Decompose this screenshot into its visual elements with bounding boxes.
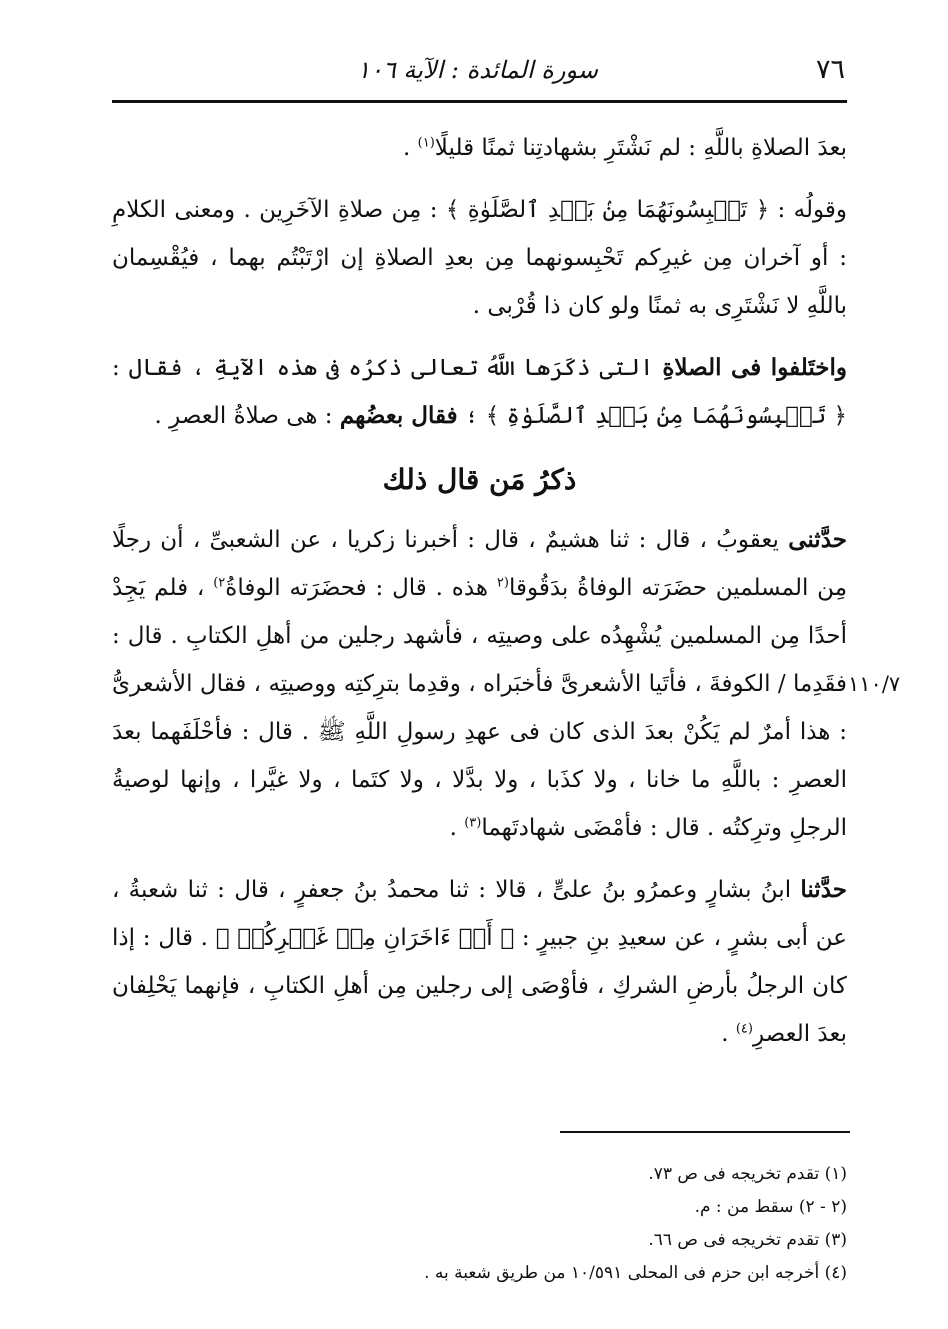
paragraph-4 <box>112 516 847 852</box>
footnotes <box>112 1158 847 1290</box>
footnote-ref-3[interactable]: (٣) <box>464 815 482 831</box>
paragraph-3-text-c: : هى صلاةُ العصرِ . <box>154 403 340 429</box>
paragraph-3-text-a: التى ذكَرَها اللَّهُ تعالى ذكرُه فى هذه الآيةِ ، فقال : <box>112 355 663 381</box>
footnote-1: (١) تقدم تخريجه فى ص ٧٣. <box>648 1164 847 1184</box>
main-text <box>112 124 847 1058</box>
quran-quote: ﴿ أَوۡ ءَاخَرَانِ مِنۡ غَيۡرِكُمۡ ﴾ <box>215 925 515 951</box>
quran-quote: ﴿ تَحۡبِسُونَهُمَا مِنۢ بَعۡدِ ٱلصَّلَوٰةِ ﴾ <box>445 197 770 223</box>
bold-phrase: فقال بعضُهم <box>339 402 458 429</box>
margin-reference: ١١٠/٧ <box>848 672 901 696</box>
page-number: ٧٦ <box>815 54 845 85</box>
footnote-ref-4[interactable]: (٤) <box>735 1021 753 1037</box>
paragraph-1-text: بعدَ الصلاةِ باللَّهِ : لم نَشْتَرِ بشهادتِنا ثمنًا قليلًا <box>434 135 847 161</box>
footnote-2: (٢ - ٢) سقط من : م. <box>694 1197 847 1217</box>
footnote-3: (٣) تقدم تخريجه فى ص ٦٦. <box>648 1230 847 1250</box>
running-title: سورة المائدة : الآية ١٠٦ <box>357 56 598 84</box>
footnote-ref-2-close[interactable]: ٢) <box>213 575 226 591</box>
paragraph-1 <box>112 124 847 172</box>
paragraph-4-text-a: يعقوبُ ، قال : ثنا هشيمٌ ، قال : أخبرنا زكريا ، عن الشعبىِّ ، أن رجلًا مِن المسلمين حضَرَته الوفاةُ بدَقُوقا <box>112 527 848 601</box>
paragraph-5-text-b: . قال : إذا كان الرجلُ بأرضِ الشركِ ، فأوْصَى إلى رجلين مِن أهلِ الكتابِ ، فإنهما يَحْلِفان بعدَ العصرِ <box>112 925 847 1047</box>
header-rule <box>112 100 847 103</box>
paragraph-5-end: . <box>721 1021 736 1047</box>
paragraph-4-end: . <box>449 815 465 841</box>
footnote-4: (٤) أخرجه ابن حزم فى المحلى ١٠/٥٩١ من طريق شعبة به . <box>424 1263 847 1283</box>
section-heading: ذكرُ مَن قال ذلك <box>382 463 577 496</box>
footnote-rule <box>560 1131 850 1133</box>
bold-phrase: حدَّثنى <box>788 526 847 553</box>
footnote-ref-1[interactable]: (١) <box>417 135 435 151</box>
paragraph-2-text-b: : مِن صلاةِ الآخَرِين . ومعنى الكلامِ : أو آخران مِن غيرِكم تَحْبِسونهما مِن بعدِ الصلاةِ إن ارْتَبْتُم بهما ، فيُقْسِمان باللَّهِ لا نَشْتَرِى به ثمنًا ولو كان ذا قُرْبى . <box>112 197 847 319</box>
quran-quote: ﴿ تَحۡبِسُونَهُمَا مِنۢ بَعۡدِ ٱلصَّلَوٰةِ ﴾ <box>485 403 847 429</box>
paragraph-1-end: . <box>403 135 418 161</box>
bold-phrase: حدَّثنا <box>800 876 847 903</box>
paragraph-5-text-a: ابنُ بشارٍ وعمرُو بنُ علىٍّ ، قالا : ثنا محمدُ بنُ جعفرٍ ، قال : ثنا شعبةُ ، عن أبى بشرٍ ، عن سعيدِ بنِ جبيرٍ : <box>112 877 847 951</box>
paragraph-4-text-b: هذه . قال : فحضَرَته الوفاةُ <box>225 575 497 601</box>
page-header <box>110 48 845 96</box>
paragraph-3-text-b: ؛ <box>457 403 486 429</box>
paragraph-5 <box>112 866 847 1058</box>
paragraph-4-text-c: ، فلم يَجِدْ أحدًا مِن المسلمين يُشْهِدُه على وصيتِه ، فأشهد رجلين من أهلِ الكتابِ . قال : فقَدِما / الكوفةَ ، فأتَيا الأشعرىَّ فأخبَراه ، وقدِما بترِكتِه ووصيتِه ، فقال الأشعرىُّ : هذا أمرٌ لم يَكُنْ بعدَ الذى كان فى عهدِ رسولِ اللَّهِ ﷺ . قال : فأحْلَفَهما بعدَ العصرِ : باللَّهِ ما خانا ، ولا كذَبا ، ولا بدَّلا ، ولا كتَما ، ولا غيَّرا ، وإنها لوصيةُ الرجلِ وترِكتُه . قال : فأمْضَى شهادتَهما <box>112 575 847 841</box>
paragraph-2-text-a: وقولُه : <box>769 197 847 223</box>
footnote-ref-2-open[interactable]: (٢ <box>496 575 509 591</box>
paragraph-2 <box>112 186 847 330</box>
bold-phrase: واختَلفوا فى الصلاةِ <box>662 354 847 381</box>
paragraph-3 <box>112 344 847 440</box>
